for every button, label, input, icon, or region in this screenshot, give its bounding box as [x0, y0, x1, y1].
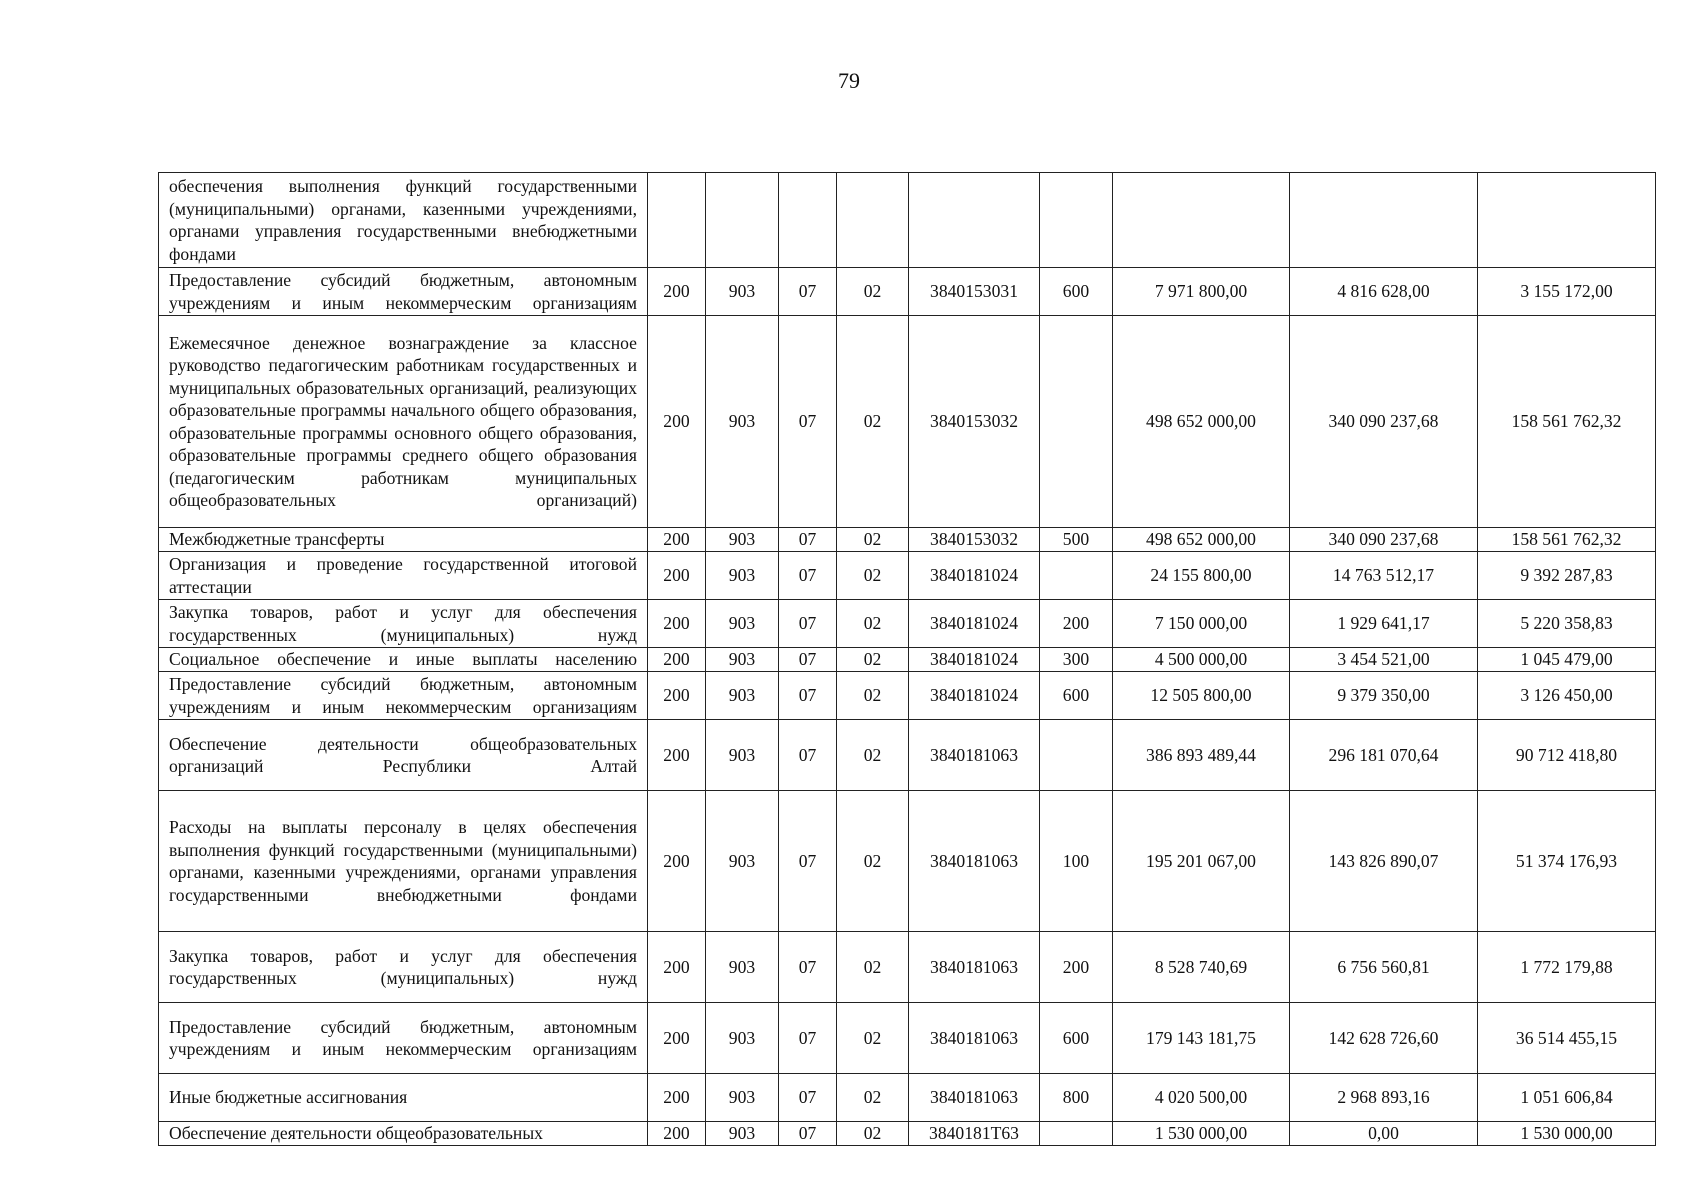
cell-subsection: 02 [837, 1003, 909, 1074]
cell-plan: 386 893 489,44 [1113, 720, 1290, 791]
cell-executed: 143 826 890,07 [1290, 791, 1478, 932]
table-row [159, 528, 1656, 552]
cell-plan: 7 971 800,00 [1113, 268, 1290, 316]
cell-plan: 498 652 000,00 [1113, 316, 1290, 528]
table-row [159, 316, 1656, 528]
cell-subsection: 02 [837, 932, 909, 1003]
cell-section: 07 [779, 1074, 837, 1122]
cell-remaining: 1 051 606,84 [1478, 1074, 1656, 1122]
row-description: Ежемесячное денежное вознаграждение за классное руководство педагогическим работникам государственных и муниципальных образовательных организаций, реализующих образовательные программы начального общего образования, образовательные программы основного общего образования, образовательные программы среднего общего образования (педагогическим работникам муниципальных общеобразовательных организаций) [159, 316, 648, 528]
table-row [159, 173, 1656, 268]
table-row [159, 268, 1656, 316]
row-description: Закупка товаров, работ и услуг для обеспечения государственных (муниципальных) нужд [159, 932, 648, 1003]
cell-plan: 24 155 800,00 [1113, 552, 1290, 600]
cell-remaining: 1 530 000,00 [1478, 1122, 1656, 1146]
page-number: 79 [838, 68, 860, 93]
cell-grbs: 200 [648, 720, 706, 791]
cell-remaining: 158 561 762,32 [1478, 316, 1656, 528]
cell-target [909, 173, 1040, 268]
row-description: Закупка товаров, работ и услуг для обеспечения государственных (муниципальных) нужд [159, 600, 648, 648]
row-description: Предоставление субсидий бюджетным, автономным учреждениям и иным некоммерческим организациям [159, 268, 648, 316]
cell-grbs: 200 [648, 648, 706, 672]
cell-section: 07 [779, 720, 837, 791]
cell-target: 3840181024 [909, 552, 1040, 600]
table-row [159, 720, 1656, 791]
cell-type [1040, 1122, 1113, 1146]
cell-section: 07 [779, 932, 837, 1003]
row-description: Предоставление субсидий бюджетным, автономным учреждениям и иным некоммерческим организациям [159, 1003, 648, 1074]
cell-dept: 903 [706, 791, 779, 932]
cell-target: 3840181063 [909, 1074, 1040, 1122]
cell-remaining: 1 772 179,88 [1478, 932, 1656, 1003]
cell-target: 3840181063 [909, 932, 1040, 1003]
cell-remaining: 158 561 762,32 [1478, 528, 1656, 552]
cell-type: 200 [1040, 600, 1113, 648]
cell-dept: 903 [706, 720, 779, 791]
cell-remaining: 5 220 358,83 [1478, 600, 1656, 648]
row-description: Иные бюджетные ассигнования [159, 1074, 648, 1122]
cell-subsection: 02 [837, 1074, 909, 1122]
cell-plan: 195 201 067,00 [1113, 791, 1290, 932]
cell-executed: 2 968 893,16 [1290, 1074, 1478, 1122]
cell-target: 3840181063 [909, 1003, 1040, 1074]
cell-target: 3840153032 [909, 528, 1040, 552]
budget-table [158, 172, 1656, 1146]
cell-section: 07 [779, 672, 837, 720]
cell-subsection: 02 [837, 672, 909, 720]
cell-remaining: 51 374 176,93 [1478, 791, 1656, 932]
cell-section: 07 [779, 316, 837, 528]
cell-grbs: 200 [648, 528, 706, 552]
table-row [159, 672, 1656, 720]
cell-section: 07 [779, 268, 837, 316]
table-row [159, 791, 1656, 932]
cell-dept: 903 [706, 932, 779, 1003]
cell-plan: 179 143 181,75 [1113, 1003, 1290, 1074]
cell-remaining [1478, 173, 1656, 268]
cell-type: 600 [1040, 1003, 1113, 1074]
cell-remaining: 90 712 418,80 [1478, 720, 1656, 791]
table-row [159, 552, 1656, 600]
row-description: Обеспечение деятельности общеобразовательных [159, 1122, 648, 1146]
cell-remaining: 1 045 479,00 [1478, 648, 1656, 672]
cell-executed: 0,00 [1290, 1122, 1478, 1146]
cell-dept: 903 [706, 268, 779, 316]
cell-executed: 296 181 070,64 [1290, 720, 1478, 791]
row-description: Социальное обеспечение и иные выплаты населению [159, 648, 648, 672]
cell-executed: 9 379 350,00 [1290, 672, 1478, 720]
cell-target: 3840153031 [909, 268, 1040, 316]
cell-remaining: 3 126 450,00 [1478, 672, 1656, 720]
cell-subsection: 02 [837, 791, 909, 932]
cell-section: 07 [779, 1122, 837, 1146]
cell-type: 600 [1040, 268, 1113, 316]
cell-subsection: 02 [837, 268, 909, 316]
cell-remaining: 3 155 172,00 [1478, 268, 1656, 316]
cell-grbs: 200 [648, 316, 706, 528]
cell-grbs: 200 [648, 672, 706, 720]
cell-section: 07 [779, 1003, 837, 1074]
cell-subsection [837, 173, 909, 268]
cell-type [1040, 720, 1113, 791]
row-description: Предоставление субсидий бюджетным, автономным учреждениям и иным некоммерческим организациям [159, 672, 648, 720]
cell-type: 200 [1040, 932, 1113, 1003]
cell-plan: 4 500 000,00 [1113, 648, 1290, 672]
cell-target: 3840181063 [909, 791, 1040, 932]
cell-section: 07 [779, 552, 837, 600]
cell-subsection: 02 [837, 528, 909, 552]
cell-subsection: 02 [837, 1122, 909, 1146]
cell-grbs: 200 [648, 1074, 706, 1122]
cell-plan: 8 528 740,69 [1113, 932, 1290, 1003]
cell-dept: 903 [706, 1122, 779, 1146]
cell-type: 500 [1040, 528, 1113, 552]
cell-executed: 14 763 512,17 [1290, 552, 1478, 600]
cell-executed [1290, 173, 1478, 268]
cell-subsection: 02 [837, 648, 909, 672]
cell-type: 800 [1040, 1074, 1113, 1122]
cell-target: 3840181024 [909, 648, 1040, 672]
cell-subsection: 02 [837, 316, 909, 528]
cell-remaining: 36 514 455,15 [1478, 1003, 1656, 1074]
cell-type: 600 [1040, 672, 1113, 720]
cell-type: 100 [1040, 791, 1113, 932]
cell-grbs [648, 173, 706, 268]
row-description: Организация и проведение государственной итоговой аттестации [159, 552, 648, 600]
cell-plan: 4 020 500,00 [1113, 1074, 1290, 1122]
cell-grbs: 200 [648, 552, 706, 600]
table-row [159, 1122, 1656, 1146]
table-row [159, 1074, 1656, 1122]
cell-target: 3840181T63 [909, 1122, 1040, 1146]
cell-executed: 1 929 641,17 [1290, 600, 1478, 648]
cell-dept: 903 [706, 648, 779, 672]
cell-type: 300 [1040, 648, 1113, 672]
cell-dept: 903 [706, 528, 779, 552]
cell-target: 3840181024 [909, 600, 1040, 648]
cell-dept: 903 [706, 552, 779, 600]
cell-dept: 903 [706, 1003, 779, 1074]
row-description: Межбюджетные трансферты [159, 528, 648, 552]
cell-grbs: 200 [648, 600, 706, 648]
cell-remaining: 9 392 287,83 [1478, 552, 1656, 600]
table-row [159, 932, 1656, 1003]
cell-dept: 903 [706, 316, 779, 528]
cell-target: 3840181024 [909, 672, 1040, 720]
cell-executed: 6 756 560,81 [1290, 932, 1478, 1003]
cell-plan [1113, 173, 1290, 268]
cell-section [779, 173, 837, 268]
cell-plan: 12 505 800,00 [1113, 672, 1290, 720]
cell-executed: 340 090 237,68 [1290, 528, 1478, 552]
row-description: обеспечения выполнения функций государственными (муниципальными) органами, казенными учреждениями, органами управления государственными внебюджетными фондами [159, 173, 648, 268]
cell-grbs: 200 [648, 1122, 706, 1146]
cell-grbs: 200 [648, 1003, 706, 1074]
cell-executed: 3 454 521,00 [1290, 648, 1478, 672]
cell-grbs: 200 [648, 791, 706, 932]
row-description: Обеспечение деятельности общеобразовательных организаций Республики Алтай [159, 720, 648, 791]
cell-executed: 340 090 237,68 [1290, 316, 1478, 528]
cell-type [1040, 173, 1113, 268]
cell-subsection: 02 [837, 720, 909, 791]
cell-grbs: 200 [648, 932, 706, 1003]
cell-plan: 498 652 000,00 [1113, 528, 1290, 552]
table-row [159, 600, 1656, 648]
cell-dept: 903 [706, 600, 779, 648]
cell-subsection: 02 [837, 600, 909, 648]
cell-section: 07 [779, 791, 837, 932]
cell-section: 07 [779, 600, 837, 648]
cell-section: 07 [779, 528, 837, 552]
table-row [159, 1003, 1656, 1074]
cell-section: 07 [779, 648, 837, 672]
cell-dept: 903 [706, 1074, 779, 1122]
cell-dept: 903 [706, 672, 779, 720]
cell-executed: 4 816 628,00 [1290, 268, 1478, 316]
cell-target: 3840153032 [909, 316, 1040, 528]
cell-grbs: 200 [648, 268, 706, 316]
cell-dept [706, 173, 779, 268]
cell-executed: 142 628 726,60 [1290, 1003, 1478, 1074]
cell-plan: 7 150 000,00 [1113, 600, 1290, 648]
row-description: Расходы на выплаты персоналу в целях обеспечения выполнения функций государственными (муниципальными) органами, казенными учреждениями, органами управления государственными внебюджетными фондами [159, 791, 648, 932]
cell-type [1040, 316, 1113, 528]
cell-plan: 1 530 000,00 [1113, 1122, 1290, 1146]
cell-subsection: 02 [837, 552, 909, 600]
table-row [159, 648, 1656, 672]
cell-type [1040, 552, 1113, 600]
cell-target: 3840181063 [909, 720, 1040, 791]
